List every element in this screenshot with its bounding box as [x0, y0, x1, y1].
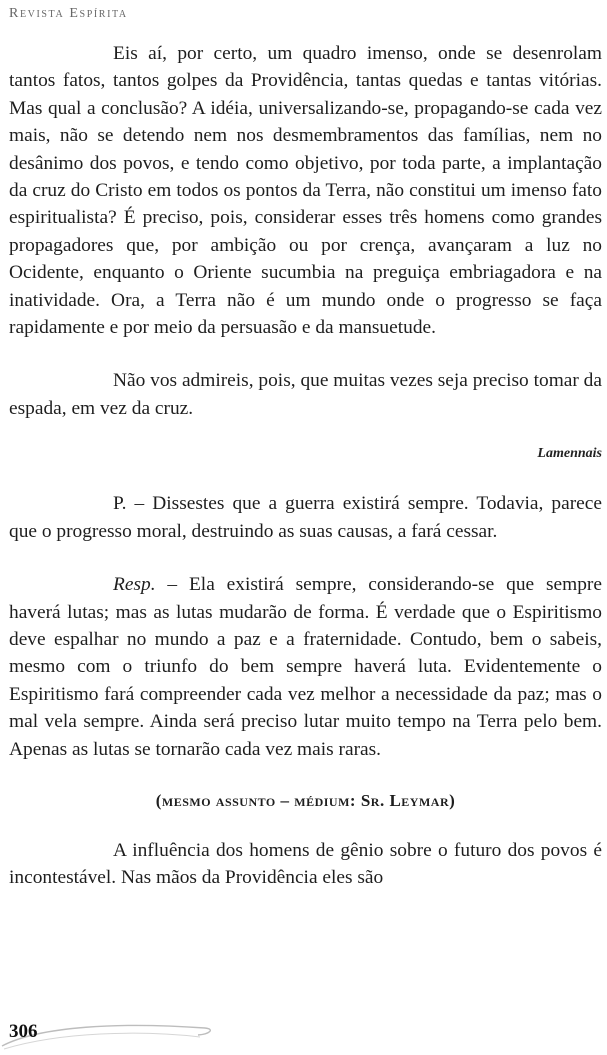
paragraph-2: Não vos admireis, pois, que muitas vezes seja preciso tomar da espada, em vez da cruz. [9, 370, 602, 419]
paragraph-gap [9, 464, 602, 490]
page-body [9, 40, 602, 892]
section-title: (mesmo assunto – médium: Sr. Leymar) [155, 790, 456, 810]
paragraph-1: Eis aí, por certo, um quadro imenso, onde se desenrolam tantos fatos, tantos golpes da Providência, tantas quedas e tantas vitórias. Mas qual a conclusão? A idéia, universalizando-se, propagando-se cada vez mais, não se detendo nem nos desmembramentos das famílias, nem no desânimo dos povos, e tendo como objetivo, por toda parte, a implantação da cruz do Cristo em todos os pontos da Terra, não constitui um imenso fato espiritualista? É preciso, pois, considerar esses três homens como grandes propagadores que, por ambição ou por crença, avançaram a luz no Ocidente, enquanto o Oriente sucumbia na preguiça embriagadora e na inatividade. Ora, a Terra não é um mundo onde o progresso se faça rapidamente e por meio da persuasão e da mansuetude. [9, 43, 602, 339]
paragraph-gap [9, 422, 602, 444]
question-paragraph: P. – Dissestes que a guerra existirá sempre. Todavia, parece que o progresso moral, destruindo as suas causas, a fará cessar. [9, 493, 602, 542]
paragraph-gap [9, 545, 602, 571]
signature: Lamennais [537, 446, 602, 462]
paragraph-gap [9, 341, 602, 367]
answer-paragraph [9, 571, 602, 763]
paragraph-gap [9, 813, 602, 837]
answer-label: Resp. [113, 574, 156, 596]
page-number: 306 [9, 1021, 38, 1042]
final-paragraph: A influência dos homens de gênio sobre o futuro dos povos é incontestável. Nas mãos da Providência eles são [9, 839, 602, 889]
answer-text: – Ela existirá sempre, considerando-se que sempre haverá lutas; mas as lutas mudarão de forma. É verdade que o Espiritismo deve espalhar no mundo a paz e a fraternidade. Contudo, bem o sabeis, mesmo com o triunfo do bem sempre haverá luta. Evidentemente o Espiritismo fará compreender cada vez melhor a necessidade da paz; mas o mal vela sempre. Ainda será preciso lutar muito tempo na Terra pelo bem. Apenas as lutas se tornarão cada vez mais raras. [9, 574, 602, 760]
paragraph-gap [9, 763, 602, 789]
running-header: Revista Espírita [9, 6, 128, 21]
